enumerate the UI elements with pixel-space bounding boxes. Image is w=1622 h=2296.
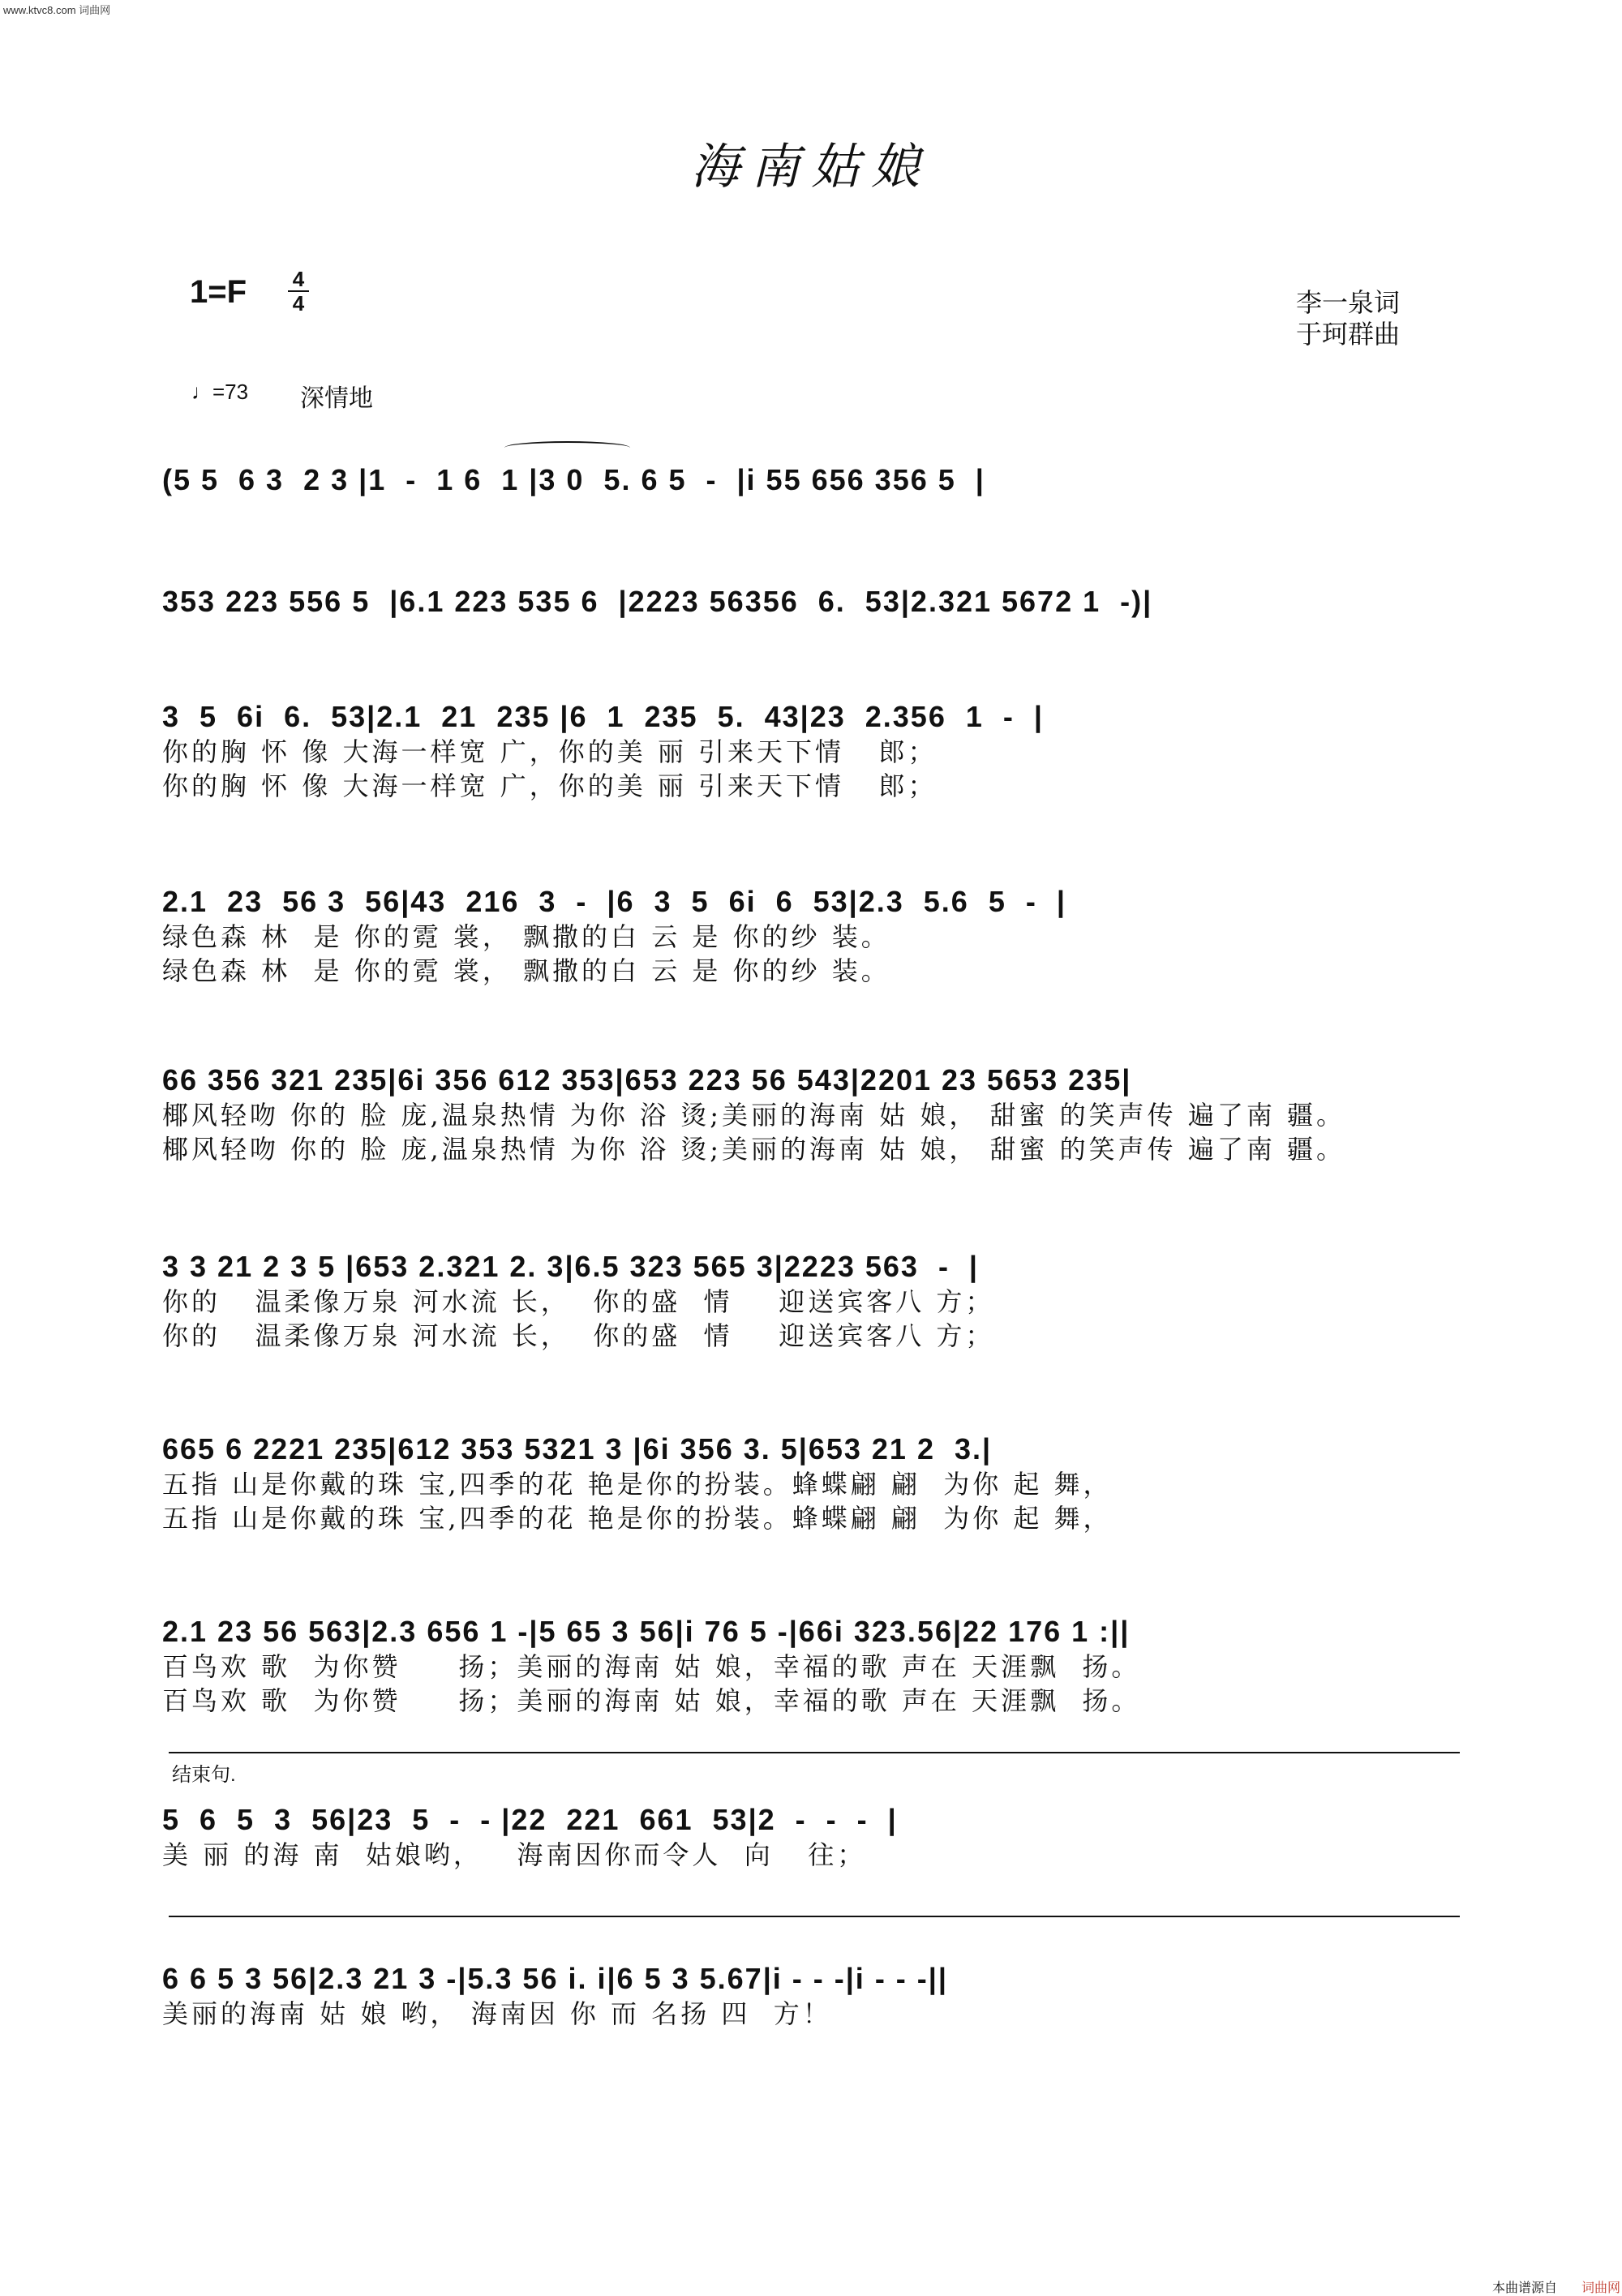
notation-line: 2.1 23 56 563|2.3 656 1 -|5 65 3 56|i 76 5 -|66i 323.56|22 176 1 :|| xyxy=(162,1615,1131,1648)
lyric-verse-1: 绿色森 林 是 你的霓 裳， 飘撒的白 云 是 你的纱 装。 xyxy=(162,921,890,952)
footer-source: 本曲谱源自 xyxy=(1492,2281,1558,2295)
lyric-verse-1: 你的胸 怀 像 大海一样宽 广，你的美 丽 引来天下情 郎； xyxy=(162,736,938,767)
slur xyxy=(504,441,630,454)
expression-mark: 深情地 xyxy=(300,385,373,412)
notation-line: 6 6 5 3 56|2.3 21 3 -|5.3 56 i. i|6 5 3 5.67|i - - -|i - - -|| xyxy=(162,1962,948,1995)
staff-system xyxy=(162,1961,1476,2031)
staff-system xyxy=(162,884,1476,988)
notation-line: 3 3 21 2 3 5 |653 2.321 2. 3|6.5 323 565 3|2223 563 - | xyxy=(162,1250,980,1283)
staff-system xyxy=(162,1062,1476,1166)
lyric-line: 美丽的海南 姑 娘 哟， 海南因 你 而 名扬 四 方！ xyxy=(162,1998,832,2029)
notation-line: (5 5 6 3 2 3 |1 - 1 6 1 |3 0 5. 6 5 - |i 55 656 356 5 | xyxy=(162,463,985,496)
lyricist: 李一泉词 xyxy=(1296,288,1401,317)
lyric-verse-2: 绿色森 林 是 你的霓 裳， 飘撒的白 云 是 你的纱 装。 xyxy=(162,955,890,986)
notation-line: 5 6 5 3 56|23 5 - - |22 221 661 53|2 - - - | xyxy=(162,1803,898,1836)
notation-line: 66 356 321 235|6i 356 612 353|653 223 56 543|2201 23 5653 235| xyxy=(162,1063,1132,1097)
lyric-verse-1: 五指 山是你戴的珠 宝,四季的花 艳是你的扮装。蜂蝶翩 翩 为你 起 舞， xyxy=(162,1469,1113,1500)
staff-system xyxy=(162,699,1476,803)
lyric-line: 美 丽 的海 南 姑娘哟， 海南因你而令人 向 往； xyxy=(162,1839,867,1870)
staff-system xyxy=(162,462,1476,498)
staff-system xyxy=(162,1802,1476,1872)
lyric-verse-2: 你的胸 怀 像 大海一样宽 广，你的美 丽 引来天下情 郎； xyxy=(162,770,938,801)
notation-line: 3 5 6i 6. 53|2.1 21 235 |6 1 235 5. 43|23 2.356 1 - | xyxy=(162,700,1044,733)
lyric-verse-2: 椰风轻吻 你的 脸 庞,温泉热情 为你 浴 烫;美丽的海南 姑 娘， 甜蜜 的笑声传 遍了南 疆。 xyxy=(162,1134,1346,1165)
lyric-verse-1: 百鸟欢 歌 为你赞 扬；美丽的海南 姑 娘，幸福的歌 声在 天涯飘 扬。 xyxy=(162,1651,1141,1682)
page-title: 海南姑娘 xyxy=(691,139,931,195)
key-signature: 1=F xyxy=(190,274,247,310)
notation-line: 2.1 23 56 3 56|43 216 3 - |6 3 5 6i 6 53|2.3 5.6 5 - | xyxy=(162,885,1066,918)
lyric-verse-2: 百鸟欢 歌 为你赞 扬；美丽的海南 姑 娘，幸福的歌 声在 天涯飘 扬。 xyxy=(162,1685,1141,1716)
notation-line: 353 223 556 5 |6.1 223 535 6 |2223 56356 6. 53|2.321 5672 1 -)| xyxy=(162,585,1153,618)
staff-system xyxy=(162,584,1476,620)
composer: 于珂群曲 xyxy=(1296,320,1401,349)
staff-system xyxy=(162,1614,1476,1718)
ending-label: 结束句. xyxy=(172,1764,236,1786)
lyric-verse-1: 你的 温柔像万泉 河水流 长， 你的盛 情 迎送宾客八 方； xyxy=(162,1286,995,1317)
time-bottom: 4 xyxy=(288,290,309,315)
tempo-mark: ♩=73 xyxy=(191,380,249,404)
ending-bracket xyxy=(169,1752,1460,1753)
lyric-verse-1: 椰风轻吻 你的 脸 庞,温泉热情 为你 浴 烫;美丽的海南 姑 娘， 甜蜜 的笑声传 遍了南 疆。 xyxy=(162,1100,1346,1131)
lyric-verse-2: 五指 山是你戴的珠 宝,四季的花 艳是你的扮装。蜂蝶翩 翩 为你 起 舞， xyxy=(162,1503,1113,1534)
staff-system xyxy=(162,1431,1476,1535)
section-line xyxy=(169,1916,1460,1917)
site-url: www.ktvc8.com 词曲网 xyxy=(3,4,111,16)
notation-line: 665 6 2221 235|612 353 5321 3 |6i 356 3. 5|653 21 2 3.| xyxy=(162,1432,993,1466)
staff-system xyxy=(162,1249,1476,1353)
lyric-verse-2: 你的 温柔像万泉 河水流 长， 你的盛 情 迎送宾客八 方； xyxy=(162,1320,995,1351)
time-top: 4 xyxy=(292,267,305,291)
time-signature xyxy=(288,268,309,315)
footer-site[interactable]: 词曲网 xyxy=(1581,2281,1621,2295)
